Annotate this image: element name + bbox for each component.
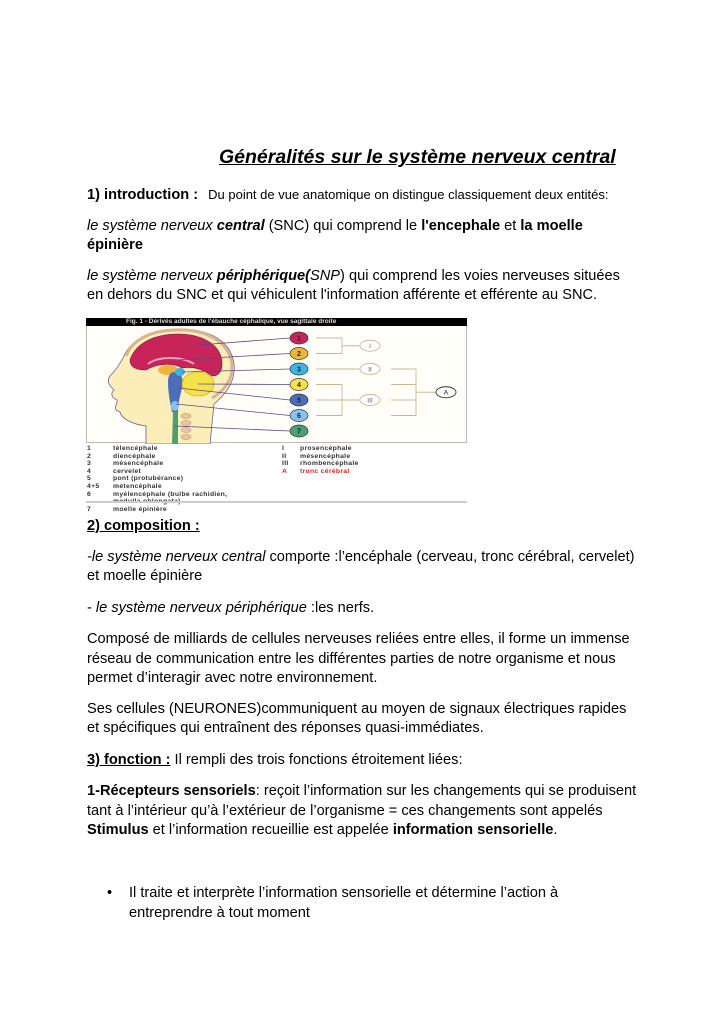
medulla-shape	[171, 401, 179, 411]
legend-key: 1	[87, 445, 92, 452]
dash: -	[87, 600, 96, 616]
legend-row	[87, 468, 227, 476]
brain-figure	[86, 318, 467, 513]
intro-line	[87, 185, 609, 205]
marker-label: 6	[297, 413, 301, 421]
snp-abbr: SNP	[310, 268, 341, 284]
legend-key: A	[282, 467, 288, 475]
snp-text-2: ) qui comprend les voies nerveuses situées	[340, 268, 620, 284]
legend-row	[282, 445, 359, 453]
marker-label: 4	[297, 382, 301, 390]
stimulus-term: Stimulus	[87, 822, 149, 838]
marker-label: 7	[297, 428, 301, 436]
legend-key: III	[282, 460, 289, 468]
legend-key: II	[282, 452, 287, 460]
marker-label: 1	[297, 335, 301, 343]
snc-composition-text: comporte :l’encéphale (cerveau, tronc cérébral, cervelet)	[265, 549, 635, 565]
figure-caption: Fig. 1 - Dérivés adultes de l'ébauche céphalique, vue sagittale droite	[86, 318, 467, 326]
recepteurs-text: : reçoit l’information sur les changements qui se produisent	[255, 783, 637, 799]
snp-definition-line2: en dehors du SNC et qui véhiculent l'information afférente et efférente au SNC.	[87, 287, 598, 303]
encephale-term: l'encephale	[421, 218, 501, 234]
group-label: II	[368, 366, 372, 374]
group-label: A	[443, 389, 449, 397]
bullet-icon: •	[107, 885, 113, 901]
snp-text: le système nerveux	[87, 268, 217, 284]
group-label: III	[367, 397, 373, 405]
snc-definition-line1	[87, 217, 583, 236]
legend-text: diencéphale	[113, 452, 156, 460]
moelle-term: la moelle	[520, 218, 583, 234]
recepteurs-text-2: et l’information recueillie est appelée	[148, 822, 393, 838]
snc-central-term: central	[216, 218, 265, 234]
period: .	[553, 822, 558, 838]
legend-row	[87, 506, 227, 514]
composition-snp-line	[87, 599, 374, 618]
snp-definition-line1	[87, 267, 620, 286]
figure-bottom-rule	[86, 501, 467, 503]
section-heading-fonction: 3) fonction :	[87, 752, 171, 768]
legend-row	[282, 468, 359, 476]
legend-text: mésencéphale	[300, 452, 351, 460]
fonction-line	[87, 751, 463, 770]
fonction-intro: Il rempli des trois fonctions étroitement liées:	[170, 752, 463, 768]
legend-text: pont (protubérance)	[113, 475, 184, 483]
recepteurs-term: 1-Récepteurs sensoriels	[87, 783, 256, 799]
legend-text: métencéphale	[113, 482, 162, 490]
legend-text: prosencéphale	[300, 445, 352, 452]
legend-text: rhombencéphale	[300, 460, 359, 468]
legend-row	[87, 483, 227, 491]
snp-italic-term: le système nerveux périphérique	[95, 600, 307, 616]
recepteurs-line-2: tant à l’intérieur qu’à l’extérieur de l’organisme = ces changements sont appelés	[87, 803, 603, 819]
composition-snc-line2: et moelle épinière	[87, 568, 203, 584]
paragraph-1-line-3: permet d’interagir avec notre environnement.	[87, 670, 378, 686]
legend-key: 3	[87, 460, 92, 468]
legend-key: I	[282, 445, 285, 452]
legend-text: mésencéphale	[113, 460, 164, 468]
legend-key: 5	[87, 475, 92, 483]
snp-composition-text: :les nerfs.	[306, 600, 375, 616]
legend-text: cervelet	[113, 467, 142, 475]
legend-row	[282, 460, 359, 468]
snc-text: le système nerveux	[87, 218, 217, 234]
legend-row	[87, 491, 227, 499]
marker-label: 3	[297, 366, 301, 374]
paragraph-2-line-1: Ses cellules (NEURONES)communiquent au moyen de signaux électriques rapides	[87, 701, 627, 717]
spinal-cord-shape	[172, 412, 178, 444]
legend-row	[87, 445, 227, 453]
legend-key: 4+5	[87, 482, 100, 490]
group-label: I	[369, 343, 371, 351]
snp-peripherique-term: périphérique(	[216, 268, 311, 284]
legend-text: moelle épinière	[113, 505, 167, 513]
legend-text: télencéphale	[113, 445, 158, 452]
legend-text: tronc cérébral	[300, 467, 350, 475]
composition-snc-line1	[87, 548, 635, 567]
intro-text: Du point de vue anatomique on distingue classiquement deux entités:	[208, 187, 609, 202]
recepteurs-line-3	[87, 821, 557, 840]
recepteurs-line-1	[87, 782, 636, 801]
marker-label: 5	[297, 397, 301, 405]
marker-leader-line	[198, 384, 290, 385]
bullet-line-1: Il traite et interprète l’information sensorielle et détermine l’action à	[129, 885, 559, 901]
section-heading-introduction: 1) introduction :	[87, 187, 199, 203]
legend-text: myélencéphale (bulbe rachidien,	[113, 490, 228, 498]
legend-key: 4	[87, 467, 92, 475]
legend-row	[87, 475, 227, 483]
paragraph-2-line-2: et spécifiques qui entraînent des réponses quasi-immédiates.	[87, 720, 484, 736]
information-sensorielle-term: information sensorielle	[392, 822, 554, 838]
snc-definition-line2: épinière	[87, 237, 143, 253]
legend-right	[282, 445, 359, 475]
paragraph-1-line-1: Composé de milliards de cellules nerveuses reliées entre elles, il forme un immense	[87, 631, 630, 647]
legend-key: 2	[87, 452, 92, 460]
page-title: Généralités sur le système nerveux central	[219, 146, 616, 168]
legend-left	[87, 445, 227, 513]
snc-italic-term: -le système nerveux central	[87, 549, 266, 565]
legend-key: 7	[87, 505, 92, 513]
paragraph-1-line-2: réseau de communication entre les différentes parties de notre organisme et nous	[87, 651, 616, 667]
legend-row	[87, 453, 227, 461]
snc-text-3: et	[500, 218, 521, 234]
legend-key: 6	[87, 490, 92, 498]
section-heading-composition: 2) composition :	[87, 518, 200, 534]
legend-row	[87, 460, 227, 468]
bullet-line-2: entreprendre à tout moment	[129, 905, 310, 921]
snc-text-2: (SNC) qui comprend le	[264, 218, 422, 234]
brain-diagram	[86, 326, 467, 444]
legend-row	[282, 453, 359, 461]
marker-label: 2	[297, 351, 301, 359]
